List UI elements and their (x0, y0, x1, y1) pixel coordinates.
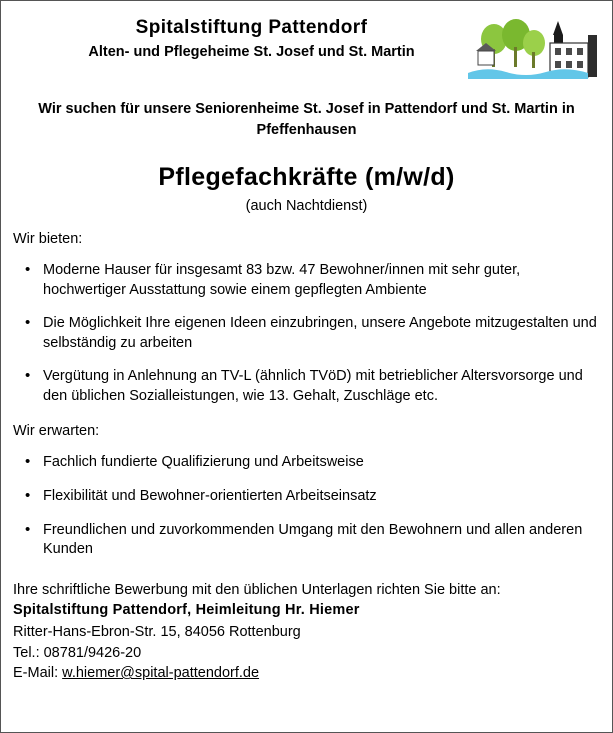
expectations-label: Wir erwarten: (13, 423, 100, 440)
organization-subtitle: Alten- und Pflegeheime St. Josef und St. Martin (88, 44, 415, 60)
list-item: • Moderne Hauser für insgesamt 83 bzw. 47 Bewohner/innen mit sehr guter, hochwertiger Ausstattung sowie einem gepflegten Ambiente (13, 261, 600, 300)
offer-label: Wir bieten: (13, 231, 83, 248)
expectations-list (13, 453, 600, 559)
list-item: • Flexibilität und Bewohner-orientierten Arbeitseinsatz (13, 487, 600, 507)
job-subtitle: (auch Nachtdienst) (245, 198, 368, 215)
list-item: • Vergütung in Anlehnung an TV-L (ähnlich TVöD) mit betrieblicher Altersvorsorge und den üblichen Sozialleistungen, wie 13. Gehalt, Zuschläge etc. (13, 367, 600, 406)
contact-email-row (13, 663, 600, 684)
contact-recipient: Spitalstiftung Pattendorf, Heimleitung Hr. Hiemer (13, 602, 360, 619)
header (13, 17, 600, 85)
contact-block (13, 580, 600, 684)
list-item: • Freundlichen und zuvorkommenden Umgang mit den Bewohnern und allen anderen Kunden (13, 521, 600, 560)
contact-email-address[interactable]: w.hiemer@spital-pattendorf.de (62, 665, 260, 682)
contact-email-label: E-Mail: (13, 665, 59, 682)
contact-phone: Tel.: 08781/9426-20 (13, 644, 142, 661)
offer-list (13, 261, 600, 406)
seeking-statement: Wir suchen für unsere Seniorenheime St. Josef in Pattendorf und St. Martin in Pfeffenhausen (38, 101, 575, 139)
contact-address: Ritter-Hans-Ebron-Str. 15, 84056 Rottenburg (13, 623, 301, 640)
village-houses-trees-church-logo-icon (466, 17, 598, 85)
job-title: Pflegefachkräfte (m/w/d) (158, 163, 455, 192)
list-item: • Fachlich fundierte Qualifizierung und Arbeitsweise (13, 453, 600, 473)
application-instructions: Ihre schriftliche Bewerbung mit den üblichen Unterlagen richten Sie bitte an: (13, 581, 501, 598)
organization-name: Spitalstiftung Pattendorf (135, 17, 368, 38)
list-item: • Die Möglichkeit Ihre eigenen Ideen einzubringen, unsere Angebote mitzugestalten und selbständig zu arbeiten (13, 314, 600, 353)
